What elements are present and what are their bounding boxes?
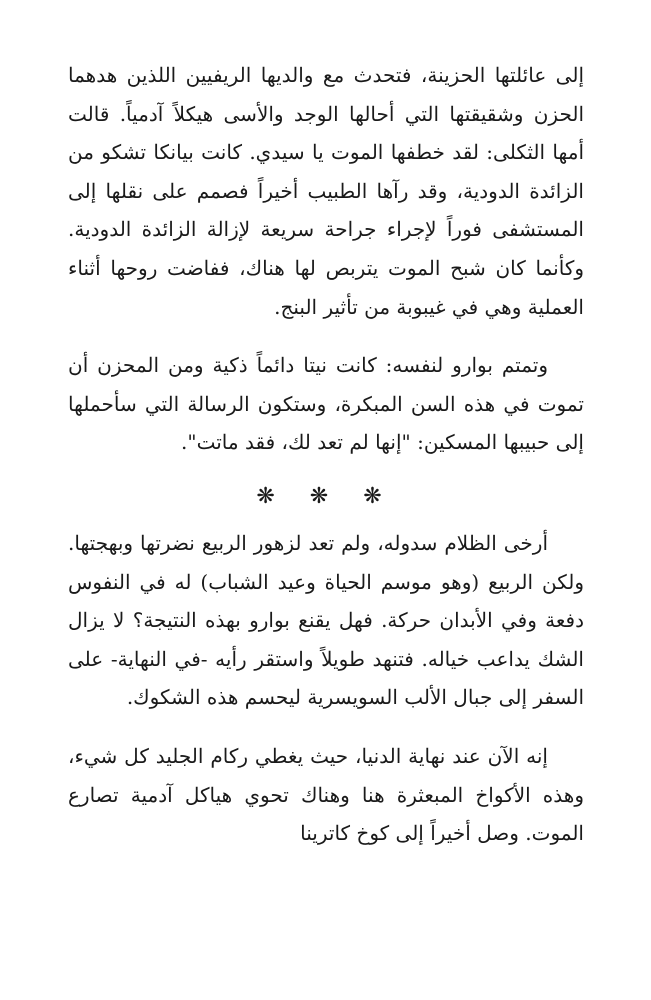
paragraph-1: إلى عائلتها الحزينة، فتحدث مع والديها الريفيين اللذين هدهما الحزن وشقيقتها التي أحالها الوجد والأسى هيكلاً آدمياً. قالت أمها الثكلى: لقد خطفها الموت يا سيدي. كانت بيانكا تشكو من الزائدة الدودية، وقد رآها الطبيب أخيراً فصمم على نقلها إلى المستشفى فوراً لإجراء جراحة سريعة لإزالة الزائدة الدودية. وكأنما كان شبح الموت يتربص لها هناك، ففاضت روحها أثناء العملية وهي في غيبوبة من تأثير البنج. [68, 63, 584, 319]
section-separator: ❋ ❋ ❋ [256, 483, 396, 509]
paragraph-2: وتمتم بوارو لنفسه: كانت نيتا دائماً ذكية ومن المحزن أن تموت في هذه السن المبكرة، وستكون الرسالة التي سأحملها إلى حبيبها المسكين: "إنها لم تعد لك، فقد ماتت". [68, 353, 584, 455]
paragraph-3: أرخى الظلام سدوله، ولم تعد لزهور الربيع نضرتها وبهجتها. ولكن الربيع (وهو موسم الحياة وعيد الشباب) له في النفوس دفعة وفي الأبدان حركة. فهل يقنع بوارو بهذه النتيجة؟ لا يزال الشك يداعب خياله. فتنهد طويلاً واستقر رأيه -في النهاية- على السفر إلى جبال الألب السويسرية ليحسم هذه الشكوك. [68, 530, 584, 710]
paragraph-4: إنه الآن عند نهاية الدنيا، حيث يغطي ركام الجليد كل شيء، وهذه الأكواخ المبعثرة هنا وهناك تحوي هياكل آدمية تصارع الموت. وصل أخيراً إلى كوخ كاترينا [68, 743, 584, 846]
